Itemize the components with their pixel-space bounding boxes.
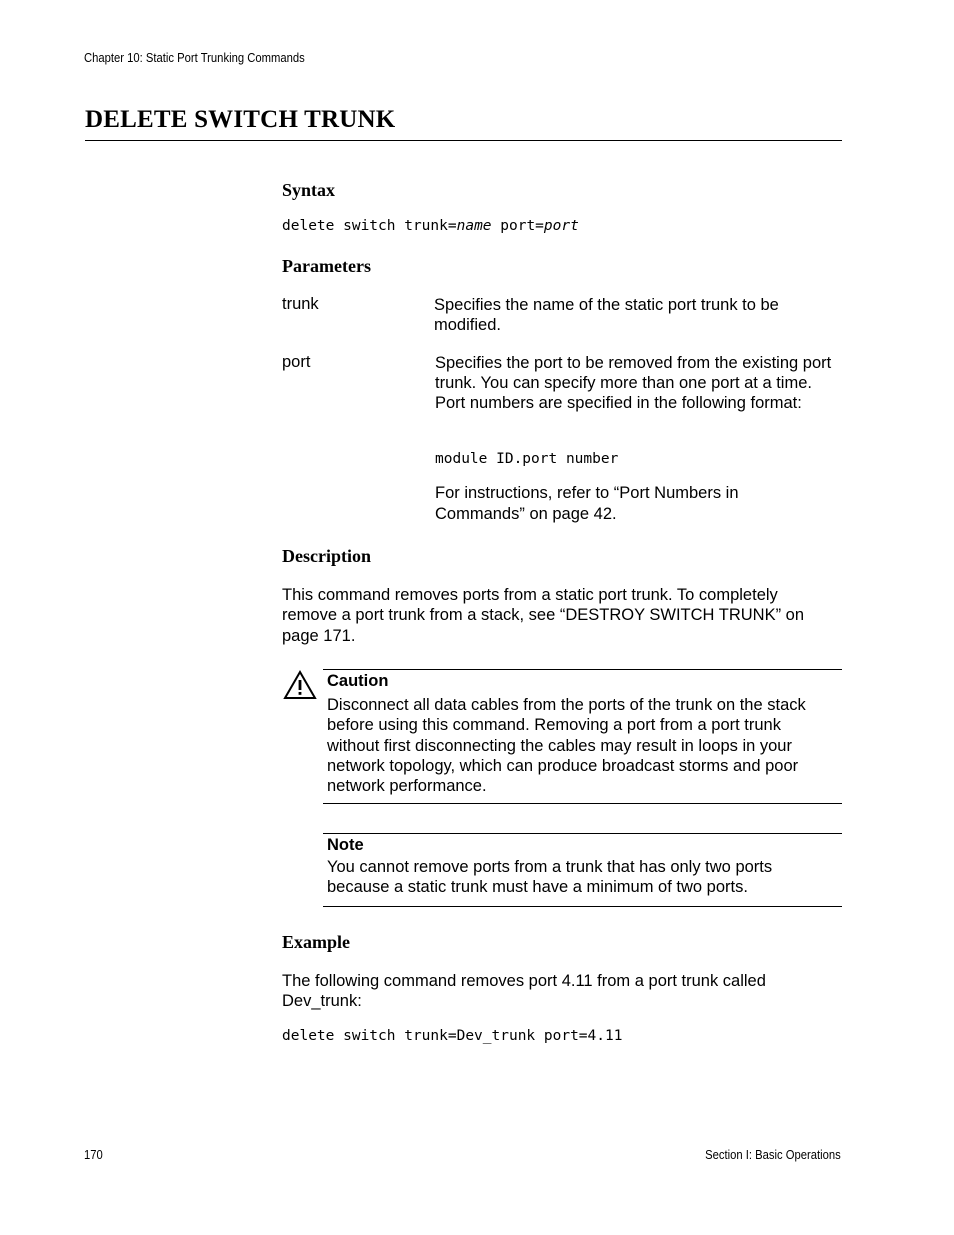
page-title: DELETE SWITCH TRUNK [85,106,396,133]
warning-triangle-icon [283,670,317,700]
param-name-trunk: trunk [282,295,319,313]
syntax-arg-name: name [456,218,492,234]
param-name-port: port [282,353,311,371]
example-text: The following command removes port 4.11 from a port trunk called Dev_trunk: [282,972,766,1011]
caution-text: Disconnect all data cables from the ports of the trunk on the stack before using this command. Removing a port from a port trunk without first disconnecting the cables may result in loops in your network topology, which can produce broadcast storms and poor network performance. [327,696,806,796]
param-desc-port: Specifies the port to be removed from the existing port trunk. You can specify more than one port at a time. Port numbers are specified in the following format: [435,354,832,412]
description-text: This command removes ports from a static port trunk. To completely remove a port trunk from a stack, see “DESTROY SWITCH TRUNK” on page 171. [282,586,805,645]
parameters-heading: Parameters [282,256,371,276]
port-format-example: module ID.port number [435,451,619,467]
caution-label: Caution [327,672,389,690]
example-command: delete switch trunk=Dev_trunk port=4.11 [282,1028,623,1044]
description-heading: Description [282,546,371,566]
note-top-rule [323,833,842,834]
syntax-mid: port= [491,218,544,234]
page-number: 170 [84,1148,103,1162]
title-divider [85,140,842,141]
note-bottom-rule [323,906,842,907]
param-desc-trunk: Specifies the name of the static port trunk to be modified. [434,296,779,334]
syntax-prefix: delete switch trunk= [282,218,457,234]
caution-bottom-rule [323,803,842,804]
note-label: Note [327,836,364,854]
port-instructions: For instructions, refer to “Port Numbers in Commands” on page 42. [435,484,739,523]
syntax-arg-port: port [543,218,579,234]
example-heading: Example [282,932,351,952]
syntax-heading: Syntax [282,180,336,200]
note-text: You cannot remove ports from a trunk that has only two ports because a static trunk must have a minimum of two ports. [327,858,773,897]
chapter-header: Chapter 10: Static Port Trunking Commands [84,51,305,65]
caution-top-rule [323,669,842,670]
syntax-command [282,218,579,234]
footer-section: Section I: Basic Operations [705,1148,841,1162]
